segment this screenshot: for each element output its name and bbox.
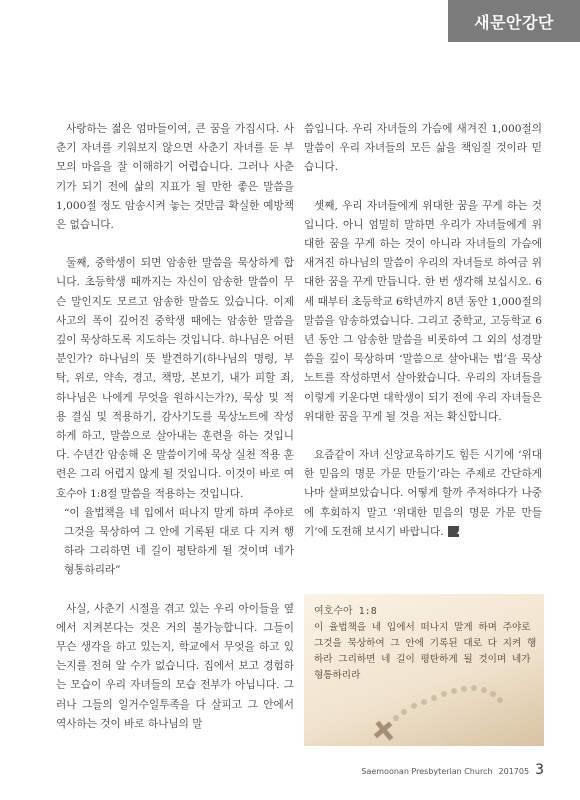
section-tab: 새문안강단 xyxy=(448,0,580,42)
page-footer xyxy=(361,762,544,778)
closing-text: 요즘같이 자녀 신앙교육하기도 힘든 시기에 ‘위대한 믿음의 명문 가문 만들기’라는 주제로 간단하게나마 살펴보았습니다. 어떻게 할까 주저하다가 나중에 후회하지 말고 ‘위대한 믿음의 명문 가문 만들기’에 도전해 보시기 바랍니다. xyxy=(304,449,542,538)
paragraph: 사실, 사춘기 시절을 겪고 있는 우리 아이들을 옆에서 지켜본다는 것은 거의 불가능합니다. 그들이 무슨 생각을 하고 있는지, 학교에서 무엇을 하고 있는지를 전혀 알 수가 없습니다. 집에서 보고 경험하는 모습이 우리 자녀들의 모습 전부가 아닙니다. 그러나 그들의 일거수일투족을 다 살피고 그 안에서 역사하는 것이 바로 하나님의 말 xyxy=(56,602,294,730)
scripture-quote: “이 율법책을 네 입에서 떠나지 말게 하며 주야로 그것을 묵상하여 그 안에 기록된 대로 다 지켜 행하라 그리하면 네 길이 평탄하게 될 것이며 네가 형통하리라” xyxy=(64,506,294,577)
right-column xyxy=(304,120,542,542)
verse-text: 이 율법책을 네 입에서 떠나지 말게 하며 주야로 그것을 묵상하여 그 안에 기록된 대로 다 지켜 행하라 그리하면 네 길이 평탄하게 될 것이며 네가 형통하리라 xyxy=(314,622,537,681)
issue-number: 201705 xyxy=(498,767,530,776)
paragraph: 둘째, 중학생이 되면 암송한 말씀을 묵상하게 합니다. 초등학생 때까지는 자신이 암송한 말씀이 무슨 말인지도 모르고 암송한 말씀도 있습니다. 이제 사고의 폭이 깊어진 중학생 때에는 암송한 말씀을 깊이 묵상하도록 지도하는 것입니다. 하나님은 어떤 분인가? 하나님의 뜻 발견하기(하나님의 명령, 부탁, 위로, 약속, 경고, 책망, 본보기, 내가 피할 죄, 하나님은 나에게 무엇을 원하시는가?), 묵상 및 적용 결심 및 적용하기, 감사기도를 묵상노트에 작성하게 하고, 말씀으로 살아내는 훈련을 하는 것입니다. 수년간 암송해 온 말씀이기에 묵상 실천 적용 훈련은 그리 어렵지 않게 될 것입니다. 이것이 바로 여호수아 1:8절 말씀을 적용하는 것입니다. xyxy=(56,257,294,500)
publication-name: Saemoonan Presbyterian Church xyxy=(361,767,493,776)
paragraph: 사랑하는 젊은 엄마들이여, 큰 꿈을 가집시다. 사춘기 자녀를 키워보지 않으면 사춘기 자녀를 둔 부모의 마음을 잘 이해하기 어렵습니다. 그러나 사춘기가 되기 전에 삶의 지표가 될 만한 좋은 말씀을 1,000절 정도 암송시켜 놓는 것만큼 확실한 예방책은 없습니다. xyxy=(56,123,294,232)
verse-callout xyxy=(304,594,544,746)
left-column xyxy=(56,120,294,734)
end-mark-icon: A xyxy=(448,526,459,537)
paragraph: 셋째, 우리 자녀들에게 위대한 꿈을 꾸게 하는 것입니다. 아니 엄밀히 말하면 우리가 자녀들에게 위대한 꿈을 꾸게 하는 것이 아니라 자녀들의 가슴에 새겨진 하나님의 말씀이 우리의 자녀들로 하여금 위대한 꿈을 꾸게 만듭니다. 한 번 생각해 보십시오. 6세 때부터 초등학교 6학년까지 8년 동안 1,000절의 말씀을 암송하였습니다. 그리고 중학교, 고등학교 6년 동안 그 암송한 말씀을 비롯하여 그 외의 성경말씀을 깊이 묵상하며 ‘말씀으로 살아내는 법’을 묵상노트를 작성하면서 살아왔습니다. 우리의 자녀들을 이렇게 키운다면 대학생이 되기 전에 우리 자녀들은 위대한 꿈을 꾸게 될 것을 저는 확신합니다. xyxy=(304,199,542,423)
page-number: 3 xyxy=(535,762,544,778)
paragraph xyxy=(304,446,542,542)
verse-reference: 여호수아 1:8 xyxy=(314,606,377,617)
paragraph: 씀입니다. 우리 자녀들의 가슴에 새겨진 1,000절의 말씀이 우리 자녀들의 모든 삶을 책임질 것이라 믿습니다. xyxy=(304,123,542,174)
